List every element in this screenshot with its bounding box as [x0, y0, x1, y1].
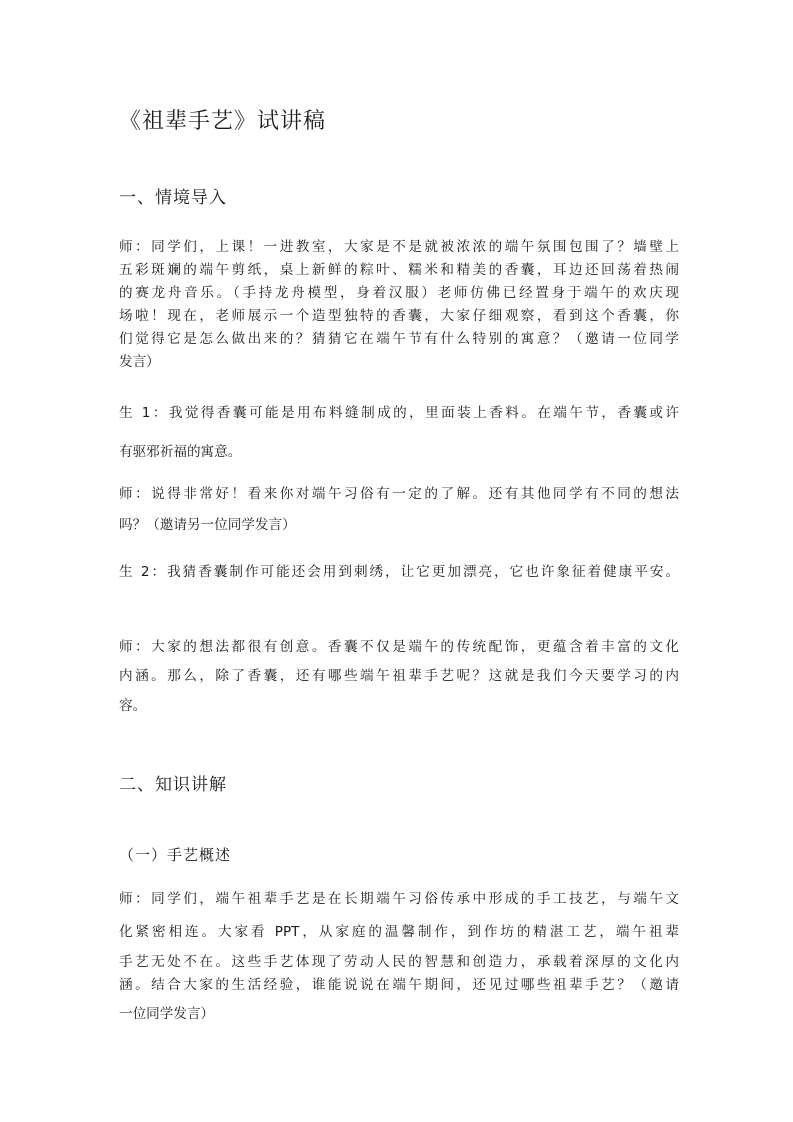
section-1-p3-line-2: 吗？（邀请另一位同学发言） [119, 517, 296, 533]
section-1-p3-line-1: 师：说得非常好！看来你对端午习俗有一定的了解。还有其他同学有不同的想法 [119, 486, 679, 502]
section-1-p1-line-3: 的赛龙舟音乐。（手持龙舟模型，身着汉服）老师仿佛已经置身于端午的欢庆现 [119, 285, 679, 301]
section-1-p5-line-1: 师：大家的想法都很有创意。香囊不仅是端午的传统配饰，更蕴含着丰富的文化 [119, 639, 679, 655]
section-1-p5-line-3: 容。 [119, 698, 147, 714]
subsection-1-p1-line-2: 化紧密相连。大家看 PPT，从家庭的温馨制作，到作坊的精湛工艺，端午祖辈 [119, 924, 679, 940]
section-2-heading: 二、知识讲解 [119, 775, 227, 795]
section-1-p1-line-6: 发言） [119, 354, 160, 370]
subsection-1-p1-line-5: 一位同学发言） [119, 1006, 215, 1022]
subsection-1-p1-line-4: 涵。结合大家的生活经验，谁能说说在端午期间，还见过哪些祖辈手艺？（邀请 [119, 977, 679, 993]
subsection-1-heading: （一）手艺概述 [119, 846, 232, 864]
section-1-p1-line-4: 场啦！现在，老师展示一个造型独特的香囊，大家仔细观察，看到这个香囊，你 [119, 308, 679, 324]
section-1-p2-line-2: 有驱邪祈福的寓意。 [119, 444, 242, 460]
section-1-p1-line-2: 五彩斑斓的端午剪纸，桌上新鲜的粽叶、糯米和精美的香囊，耳边还回荡着热闹 [119, 262, 679, 278]
section-1-p2-line-1: 生 1：我觉得香囊可能是用布料缝制成的，里面装上香料。在端午节，香囊或许 [119, 405, 679, 421]
subsection-1-p1-line-3: 手艺无处不在。这些手艺体现了劳动人民的智慧和创造力，承载着深厚的文化内 [119, 954, 679, 970]
section-1-heading: 一、情境导入 [119, 188, 227, 208]
section-1-p4-line-1: 生 2：我猜香囊制作可能还会用到刺绣，让它更加漂亮，它也许象征着健康平安。 [119, 564, 679, 580]
section-1-p1-line-5: 们觉得它是怎么做出来的？猜猜它在端午节有什么特别的寓意？（邀请一位同学 [119, 331, 679, 347]
section-1-p5-line-2: 内涵。那么，除了香囊，还有哪些端午祖辈手艺呢？这就是我们今天要学习的内 [119, 668, 679, 684]
subsection-1-p1-line-1: 师：同学们，端午祖辈手艺是在长期端午习俗传承中形成的手工技艺，与端午文 [119, 891, 679, 907]
document-title: 《祖辈手艺》试讲稿 [119, 109, 327, 134]
section-1-p1-line-1: 师：同学们，上课！一进教室，大家是不是就被浓浓的端午氛围包围了？墙壁上 [119, 239, 679, 255]
